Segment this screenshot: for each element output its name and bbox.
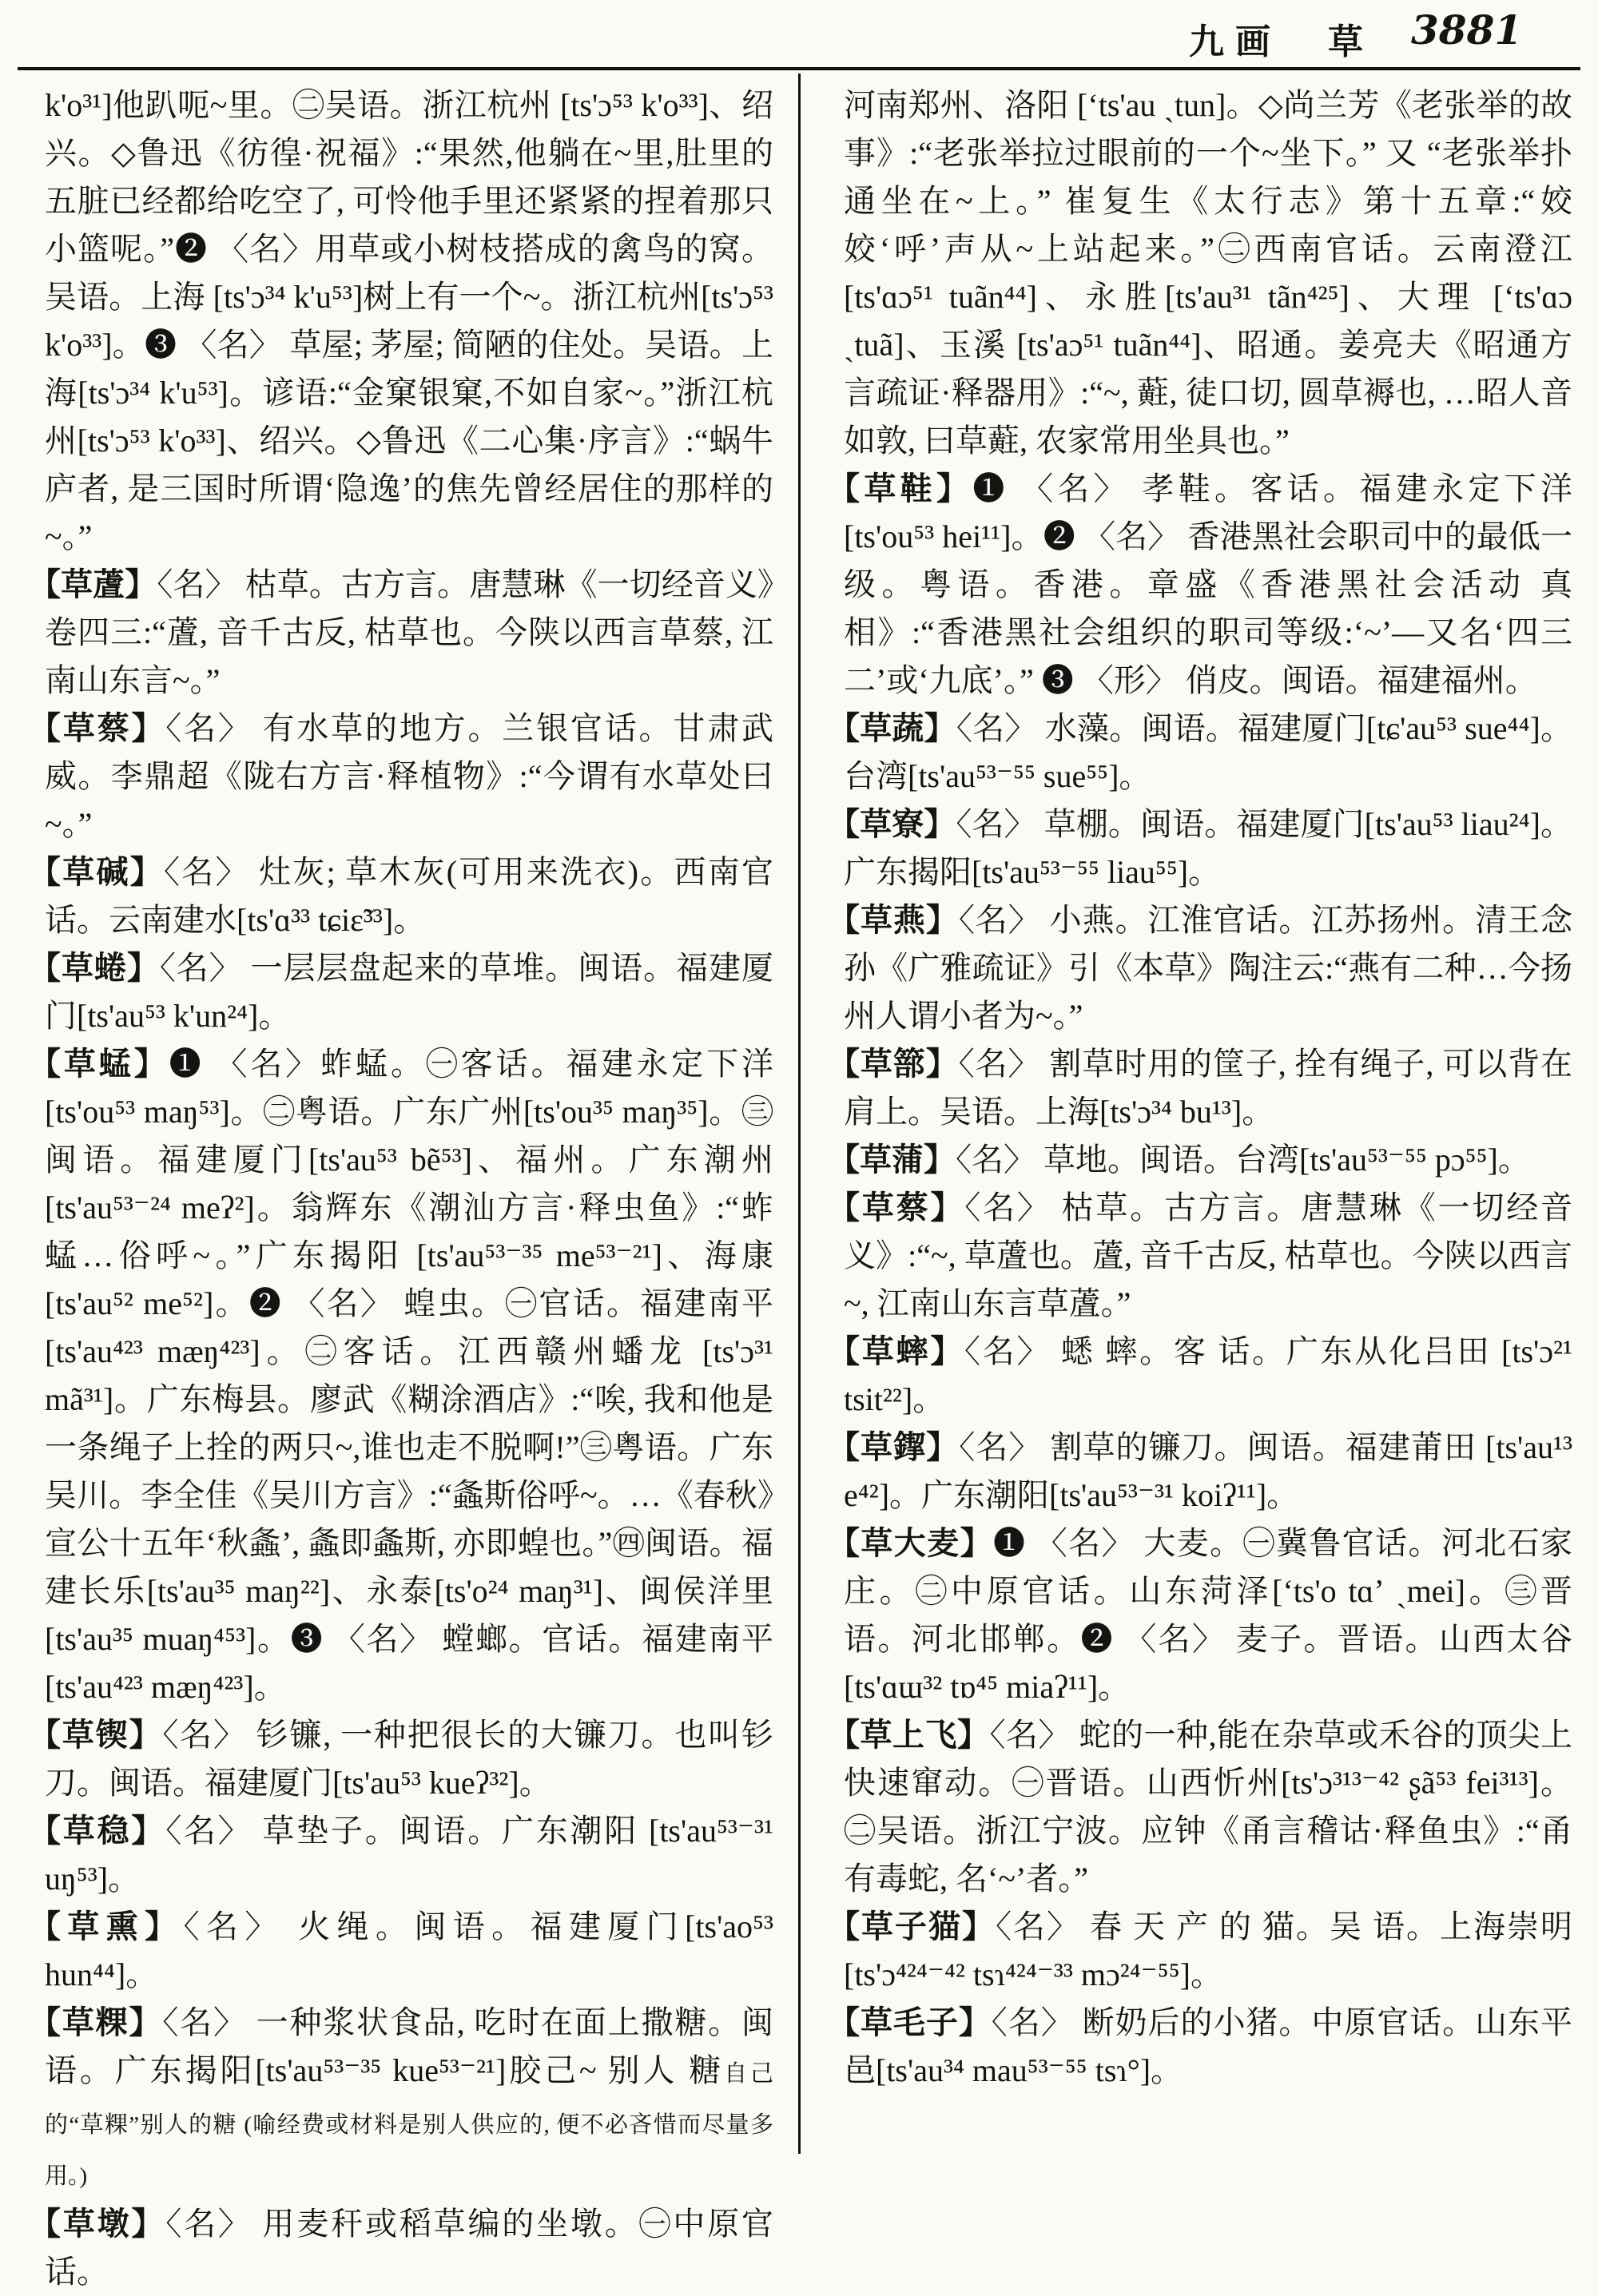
entry-text: 〈名〉 一种浆状食品, 吃时在面上撒糖。闽语。广东揭阳[ts'au⁵³⁻³⁵ kue⁵³⁻²¹]胶己~ 别人 糖 [45, 2004, 774, 2088]
entry-text: 〈名〉 用麦秆或稻草编的坐墩。㊀中原官话。 [45, 2206, 774, 2290]
entry-text: 〈名〉 小燕。江淮官话。江苏扬州。清王念孙《广雅疏证》引《本草》陶注云:“燕有二种…今扬州人谓小者为~。” [844, 902, 1573, 1034]
headword: 【草蔖】 [29, 566, 157, 602]
headword: 【草墩】 [29, 2206, 166, 2242]
entry-cao-xie [828, 465, 1572, 705]
entry-cao-yan [828, 896, 1572, 1040]
headword: 【草蔬】 [828, 710, 956, 746]
headword: 【草蔡】 [29, 710, 166, 746]
headword: 【草篰】 [828, 1046, 959, 1082]
column-divider [798, 73, 801, 2154]
entry-continuation [29, 81, 773, 561]
headword: 【草寮】 [828, 806, 956, 842]
entry-text: 河南郑州、洛阳 [ʻts'au ˎtun]。◇尚兰芳《老张举的故事》:“老张举拉过眼前的一个~坐下。” 又 “老张举扑通坐在~上。” 崔复生《太行志》第十五章:“姣姣‘呼’声从~上站起来。”㊁西南官话。云南澄江[ts'ɑɔ⁵¹ tuãn⁴⁴]、永胜[ts'au³¹ tãn⁴²⁵]、大理 [ʻts'ɑɔ ˎtuã]、玉溪 [ts'aɔ⁵¹ tuãn⁴⁴]、昭通。姜亮夫《昭通方言疏证·释器用》:“~, 蘣, 徒口切, 圆草褥也, …昭人音如敦, 曰草蘣, 农家常用坐具也。” [844, 87, 1572, 459]
entry-gloss-small: 自己的“草粿”别人的糖 (喻经费或材料是别人供应的, 便不必吝惜而尽量多用。) [45, 2061, 773, 2189]
entry-cao-cai-2 [828, 1184, 1572, 1328]
entry-cao-meng [29, 1040, 773, 1711]
entry-text: ❶ 〈名〉 孝鞋。客话。福建永定下洋[ts'ou⁵³ hei¹¹]。❷ 〈名〉 香港黑社会职司中的最低一级。粤语。香港。章盛《香港黑社会活动 真 相》:“香港黑社会组织的职司等级:‘~’—又名‘四三二’或‘九底’。” ❸ 〈形〉 俏皮。闽语。福建福州。 [844, 471, 1573, 698]
headword: 【草蟀】 [828, 1333, 964, 1369]
headword: 【草碱】 [29, 854, 165, 890]
entry-cao-jian [29, 848, 773, 944]
entry-cao-xun [29, 1903, 773, 1999]
entry-text: 〈名〉 有水草的地方。兰银官话。甘肃武威。李鼎超《陇右方言·释植物》:“今谓有水草处曰~。” [45, 710, 774, 842]
entry-cao-qie-2 [828, 1424, 1572, 1519]
headword: 【草上飞】 [828, 1717, 990, 1753]
entry-cao-damai [828, 1519, 1572, 1711]
headword: 【草稳】 [29, 1813, 166, 1849]
entry-cao-cu [29, 561, 773, 705]
entry-cao-maozi [828, 1999, 1572, 2095]
entry-text: k'o³¹]他趴呃~里。㊁吴语。浙江杭州 [ts'ɔ⁵³ k'o³³]、绍兴。◇鲁迅《彷徨·祝福》:“果然,他躺在~里,肚里的五脏已经都给吃空了, 可怜他手里还紧紧的捏着那只小篮呢。”❷ 〈名〉用草或小树枝搭成的禽鸟的窝。吴语。上海 [ts'ɔ³⁴ k'u⁵³]树上有一个~。浙江杭州[ts'ɔ⁵³ k'o³³]。❸ 〈名〉 草屋; 茅屋; 简陋的住处。吴语。上海[ts'ɔ³⁴ k'u⁵³]。谚语:“金窠银窠,不如自家~。”浙江杭州[ts'ɔ⁵³ k'o³³]、绍兴。◇鲁迅《二心集·序言》:“蜗牛庐者, 是三国时所谓‘隐逸’的焦先曾经居住的那样的~。” [45, 87, 773, 554]
entry-text: 〈名〉 一层层盘起来的草堆。闽语。福建厦门[ts'au⁵³ k'un²⁴]。 [45, 950, 774, 1034]
entry-text: 〈名〉 草棚。闽语。福建厦门[ts'au⁵³ liau²⁴]。广东揭阳[ts'au⁵³⁻⁵⁵ liau⁵⁵]。 [844, 806, 1572, 890]
entry-cao-liao [828, 800, 1572, 896]
entry-text: 〈名〉 蛇的一种,能在杂草或禾谷的顶尖上快速窜动。㊀晋语。山西忻州[ts'ɔ³¹³⁻⁴² ʂã⁵³ fei³¹³]。㊁吴语。浙江宁波。应钟《甬言稽诂·释鱼虫》:“甬有毒蛇, 名‘~’者。” [844, 1717, 1572, 1897]
entry-cao-dun [29, 2200, 773, 2296]
entry-cao-qie [29, 1711, 773, 1807]
headword: 【草粿】 [29, 2004, 163, 2040]
entry-continuation-cao-dun [828, 81, 1572, 465]
entry-text: 〈名〉 断奶后的小猪。中原官话。山东平邑[ts'au³⁴ mau⁵³⁻⁵⁵ tsɿ°]。 [844, 2004, 1573, 2088]
headword: 【草锲】 [29, 1717, 163, 1753]
entry-text: 〈名〉 草地。闽语。台湾[ts'au⁵³⁻⁵⁵ pɔ⁵⁵]。 [956, 1142, 1530, 1178]
headword: 【草鞋】 [828, 471, 973, 506]
header-rule [18, 67, 1580, 70]
entry-text: 〈名〉 蟋 蟀。客 话。广东从化吕田 [ts'ɔ²¹ tsit²²]。 [844, 1333, 1572, 1417]
entry-cao-shuai [828, 1328, 1572, 1424]
entry-text: 〈名〉 钐镰, 一种把很长的大镰刀。也叫钐刀。闽语。福建厦门[ts'au⁵³ kueʔ³²]。 [45, 1717, 774, 1801]
entry-cao-quan [29, 944, 773, 1040]
entry-cao-wen [29, 1807, 773, 1903]
right-column [828, 81, 1572, 2095]
headword: 【草蒲】 [828, 1142, 956, 1178]
entry-text: ❶ 〈名〉 大麦。㊀冀鲁官话。河北石家庄。㊁中原官话。山东菏泽[ʻts'o tɑʼ ˎmei]。㊂晋语。河北邯郸。❷ 〈名〉 麦子。晋语。山西太谷[ts'ɑɯ³² tɒ⁴⁵ miaʔ¹¹]。 [844, 1525, 1573, 1705]
headword: 【草毛子】 [828, 2004, 992, 2040]
entry-cao-shangfei [828, 1711, 1572, 1903]
entry-text: 〈名〉 割草的镰刀。闽语。福建莆田 [ts'au¹³ e⁴²]。广东潮阳[ts'au⁵³⁻³¹ koiʔ¹¹]。 [844, 1429, 1573, 1513]
entry-text: 〈名〉 水藻。闽语。福建厦门[tɕ'au⁵³ sue⁴⁴]。台湾[ts'au⁵³⁻⁵⁵ sue⁵⁵]。 [844, 710, 1572, 794]
header-section-title [1189, 13, 1374, 64]
entry-cao-cai [29, 705, 773, 848]
entry-text: 〈名〉 火绳。闽语。福建厦门[ts'ao⁵³ hun⁴⁴]。 [45, 1909, 773, 1992]
entry-cao-bu [828, 1040, 1572, 1136]
headword: 【草䤿】 [828, 1429, 960, 1465]
headword: 【草大麦】 [828, 1525, 993, 1561]
page-number: 3881 [1411, 6, 1523, 54]
stroke-count-label: 九画 [1189, 22, 1282, 62]
entry-cao-guo [29, 1999, 773, 2200]
entry-cao-zimao [828, 1903, 1572, 1999]
headword: 【草蜢】 [29, 1046, 169, 1082]
entry-text: 〈名〉 割草时用的筐子, 拴有绳子, 可以背在肩上。吴语。上海[ts'ɔ³⁴ bu¹³]。 [844, 1046, 1573, 1130]
entry-text: 〈名〉 枯草。古方言。唐慧琳《一切经音义》:“~, 草蔖也。蔖, 音千古反, 枯草也。今陕以西言~, 江南山东言草蔖。” [844, 1190, 1573, 1321]
headword: 【草蜷】 [29, 950, 160, 986]
entry-text: ❶ 〈名〉蚱蜢。㊀客话。福建永定下洋 [ts'ou⁵³ maŋ⁵³]。㊁粤语。广东广州[ts'ou³⁵ maŋ³⁵]。㊂闽语。福建厦门[ts'au⁵³ bẽ⁵³]、福州。广东潮州[ts'au⁵³⁻²⁴ meʔ²]。翁辉东《潮汕方言·释虫鱼》:“蚱蜢…俗呼~。”广东揭阳 [ts'au⁵³⁻³⁵ me⁵³⁻²¹]、海康[ts'au⁵² me⁵²]。❷ 〈名〉 蝗虫。㊀官话。福建南平[ts'au⁴²³ mæŋ⁴²³]。㊁客话。江西赣州蟠龙 [ts'ɔ³¹ mã³¹]。广东梅县。廖武《糊涂酒店》:“唉, 我和他是一条绳子上拴的两只~,谁也走不脱啊!”㊂粤语。广东吴川。李全佳《吴川方言》:“螽斯俗呼~。…《春秋》宣公十五年‘秋螽’, 螽即螽斯, 亦即蝗也。”㊃闽语。福建长乐[ts'au³⁵ maŋ²²]、永泰[ts'o²⁴ maŋ³¹]、闽侯洋里 [ts'au³⁵ muaŋ⁴⁵³]。❸ 〈名〉 螳螂。官话。福建南平[ts'au⁴²³ mæŋ⁴²³]。 [45, 1046, 774, 1705]
entry-text: 〈名〉 枯草。古方言。唐慧琳《一切经音义》卷四三:“蔖, 音千古反, 枯草也。今陕以西言草蔡, 江南山东言~。” [45, 566, 774, 698]
entry-text: 〈名〉 春 天 产 的 猫。吴 语。上海崇明[ts'ɔ⁴²⁴⁻⁴² tsɿ⁴²⁴⁻³³ mɔ²⁴⁻⁵⁵]。 [844, 1909, 1572, 1992]
radical-label: 草 [1328, 22, 1374, 62]
headword: 【草子猫】 [828, 1909, 996, 1944]
entry-text: 〈名〉 草垫子。闽语。广东潮阳 [ts'au⁵³⁻³¹ uŋ⁵³]。 [45, 1813, 773, 1897]
entry-text: 〈名〉 灶灰; 草木灰(可用来洗衣)。西南官话。云南建水[ts'ɑ³³ tɕiɛ̃³³]。 [45, 854, 773, 938]
headword: 【草燕】 [828, 902, 959, 938]
headword: 【草熏】 [29, 1909, 184, 1944]
entry-cao-shu [828, 705, 1572, 800]
entry-cao-pu [828, 1136, 1572, 1184]
left-column [29, 81, 773, 2296]
headword: 【草蔡】 [828, 1190, 965, 1225]
